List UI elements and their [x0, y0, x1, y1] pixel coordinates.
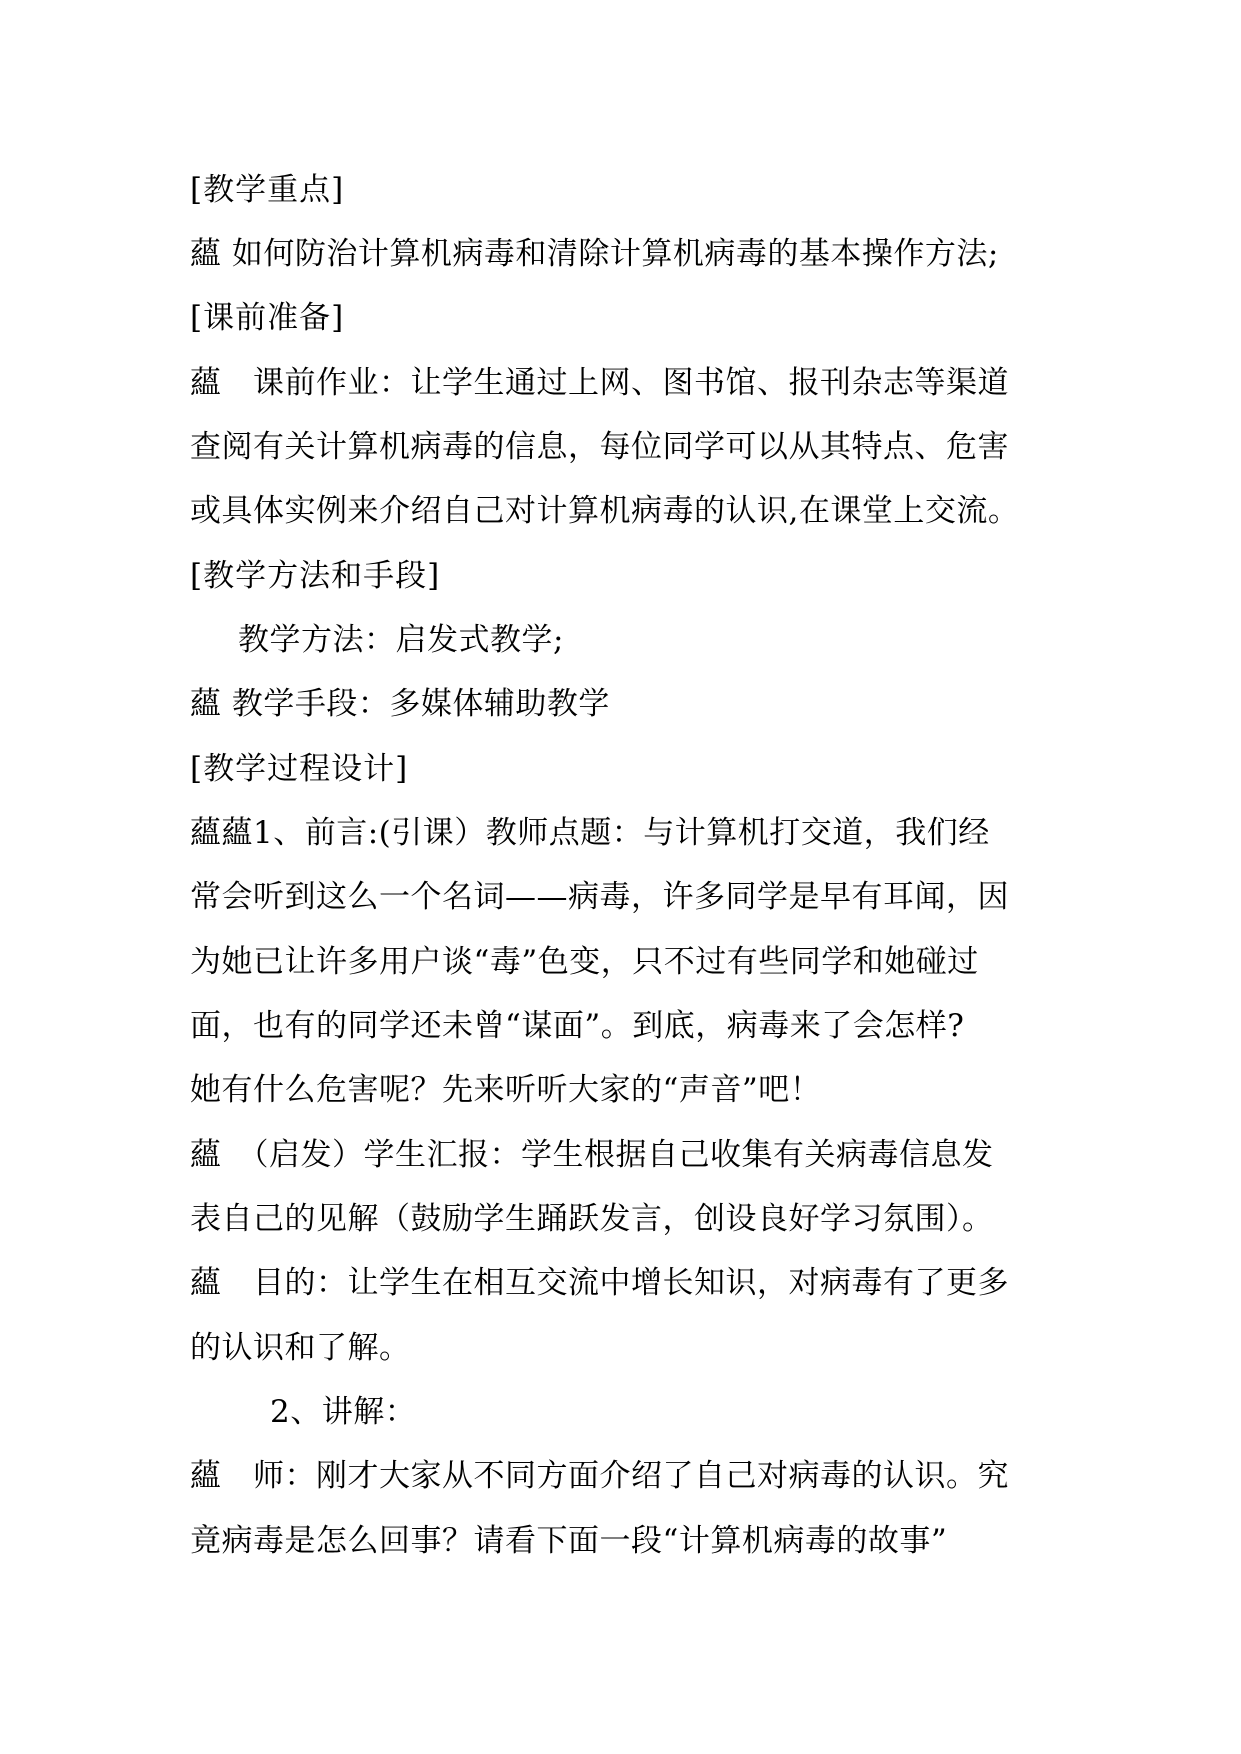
paragraph-line: 蘊 教学手段：多媒体辅助教学 — [190, 686, 610, 722]
paragraph-line: 蘊蘊1、前言:(引课）教师点题：与计算机打交道，我们经 — [190, 815, 990, 851]
section-heading-process-design: [教学过程设计] — [190, 751, 409, 787]
section-heading-preparation: [课前准备] — [190, 300, 345, 336]
paragraph-line: 表自己的见解（鼓励学生踊跃发言，创设良好学习氛围）。 — [190, 1201, 994, 1237]
paragraph-line: 蘊 目的：让学生在相互交流中增长知识，对病毒有了更多 — [190, 1265, 1009, 1301]
paragraph-line: 面，也有的同学还未曾“谋面”。到底，病毒来了会怎样? — [190, 1008, 965, 1044]
paragraph-line: 蘊 课前作业：让学生通过上网、图书馆、报刊杂志等渠道 — [190, 365, 1009, 401]
paragraph-line: 蘊 师：刚才大家从不同方面介绍了自己对病毒的认识。究 — [190, 1458, 1009, 1494]
section-heading-methods: [教学方法和手段] — [190, 558, 441, 594]
paragraph-line: 教学方法：启发式教学; — [238, 622, 564, 658]
paragraph-line: 或具体实例来介绍自己对计算机病毒的认识,在课堂上交流。 — [190, 493, 1020, 529]
paragraph-line: 竟病毒是怎么回事？请看下面一段“计算机病毒的故事” — [190, 1523, 948, 1559]
paragraph-line: 蘊 如何防治计算机病毒和清除计算机病毒的基本操作方法; — [190, 236, 999, 272]
paragraph-line: 为她已让许多用户谈“毒”色变，只不过有些同学和她碰过 — [190, 944, 979, 980]
paragraph-line: 蘊 （启发）学生汇报：学生根据自己收集有关病毒信息发 — [190, 1137, 994, 1173]
paragraph-line: 的认识和了解。 — [190, 1330, 411, 1366]
paragraph-line: 2、讲解： — [270, 1394, 417, 1430]
paragraph-line: 查阅有关计算机病毒的信息，每位同学可以从其特点、危害 — [190, 429, 1009, 465]
paragraph-line: 她有什么危害呢？先来听听大家的“声音”吧！ — [190, 1072, 822, 1108]
section-heading-teaching-focus: [教学重点] — [190, 172, 345, 208]
paragraph-line: 常会听到这么一个名词——病毒，许多同学是早有耳闻，因 — [190, 879, 1009, 915]
